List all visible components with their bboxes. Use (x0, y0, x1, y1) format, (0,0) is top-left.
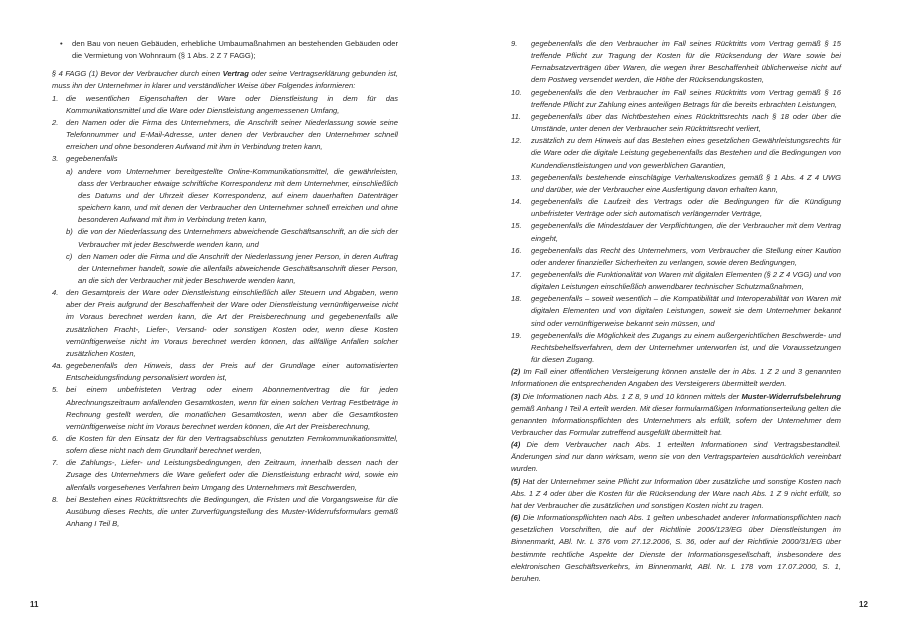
sub-list-item: b) die von der Niederlassung des Unternehmers abweichende Geschäftsanschrift, an die sich der Verbraucher mit jeder Beschwerde wenden kann, und (66, 227, 398, 249)
list-item: 4a. gegebenenfalls den Hinweis, dass der Preis auf der Grundlage einer automatisierten Entscheidungsfindung personalisiert worden ist, (52, 361, 398, 383)
bullet-item (52, 38, 398, 62)
list-item: 18. gegebenenfalls – soweit wesentlich – die Kompatibilität und Interoperabilität von Waren mit digitalen Elementen und von digitalen Leistungen, soweit sie dem Unternehmer bekannt sind oder vernünftigerweise bekannt sein müssen, und (511, 294, 841, 328)
list-item: 12. zusätzlich zu dem Hinweis auf das Bestehen eines gesetzlichen Gewährleistungsrechts für die Ware oder die digitale Leistung gegebenenfalls das Bestehen und die Bedingungen von Kundendienstleistungen und von gewerblichen Garantien, (511, 136, 841, 170)
list-item: 19. gegebenenfalls die Möglichkeit des Zugangs zu einem außergerichtlichen Beschwerde- und Rechtsbehelfsverfahren, dem der Unternehmer unterworfen ist, und die Voraussetzungen für diesen Zugang. (511, 330, 841, 365)
list-item: 11. gegebenenfalls über das Nichtbestehen eines Rücktrittsrechts nach § 18 oder über die Umstände, unter denen der Verbraucher sein Rücktrittsrecht verliert, (511, 111, 841, 134)
list-item: 16. gegebenenfalls das Recht des Unternehmers, vom Verbraucher die Stellung einer Kaution oder anderer finanzieller Sicherheiten zu verlangen, sowie deren Bedingungen, (511, 245, 841, 267)
list-item: 1. die wesentlichen Eigenschaften der Ware oder Dienstleistung in dem für das Kommunikationsmittel und die Ware oder Dienstleistung angemessenen Umfang, (52, 93, 398, 115)
paragraph-2: (2) Im Fall einer öffentlichen Versteigerung können anstelle der in Abs. 1 Z 2 und 3 genannten Informationen die entsprechenden Angaben des Versteigerers übermittelt werden. (511, 367, 841, 389)
list-item: 15. gegebenenfalls die Mindestdauer der Verpflichtungen, die der Verbraucher mit dem Vertrag eingeht, (511, 221, 841, 243)
left-page-text (52, 38, 398, 530)
right-page-text (511, 38, 841, 585)
bullet-text: den Bau von neuen Gebäuden, erhebliche Umbaumaßnahmen an bestehenden Gebäuden oder die Vermietung von Wohnraum (§ 1 Abs. 2 Z 7 FAGG); (72, 39, 398, 61)
section-heading: § 4 FAGG (1) (52, 69, 99, 79)
bullet-icon: • (60, 39, 63, 48)
list-item: 5. bei einem unbefristeten Vertrag oder einem Abonnementvertrag die für jeden Abrechnungszeitraum anfallenden Gesamtkosten, wenn für einen solchen Vertrag Festbeträge in Rechnung gestellt werden, die monatlichen Gesamtkosten, wenn aber die Gesamtkosten vernünftigerweise nicht im Voraus berechnet werden können, die Art der Preisberechnung, (52, 385, 398, 431)
list-item: 14. gegebenenfalls die Laufzeit des Vertrags oder die Bedingungen für die Kündigung unbefristeter Verträge oder sich automatisch verlängernder Verträge, (511, 197, 841, 219)
list-item: 2. den Namen oder die Firma des Unternehmers, die Anschrift seiner Niederlassung sowie seine Telefonnummer und E-Mail-Adresse, unter denen der Verbraucher den Unternehmer schnell erreichen und ohne besonderen Aufwand mit ihm in Verbindung treten kann, (52, 117, 398, 152)
paragraph-6: (6) Die Informationspflichten nach Abs. 1 gelten unbeschadet anderer Informationspflichten nach gesetzlichen Vorschriften, die auf der Richtlinie 2006/123/EG über Dienstleistungen im Binnenmarkt, ABl. Nr. L 376 vom 27.12.2006, S. 36, oder auf der Richtlinie 2000/31/EG über bestimmte rechtliche Aspekte der Dienste der Informationsgesellschaft, insbesondere des elektronischen Geschäftsverkehrs, im Binnenmarkt, ABl. Nr. L 178 vom 17.07.2000, S. 1, beruhen. (511, 513, 841, 583)
list-item: 10. gegebenenfalls die den Verbraucher im Fall seines Rücktritts vom Vertrag gemäß § 16 treffende Pflicht zur Zahlung eines anteiligen Betrags für die bereits erbrachten Leistungen, (511, 87, 841, 109)
page-number-left: 11 (30, 600, 39, 609)
paragraph-5: (5) Hat der Unternehmer seine Pflicht zur Information über zusätzliche und sonstige Kosten nach Abs. 1 Z 4 oder über die Kosten für die Rücksendung der Ware nach Abs. 1 Z 9 nicht erfüllt, so hat der Verbraucher die zusätzlichen und sonstigen Kosten nicht zu tragen. (511, 476, 841, 510)
list-item: 9. gegebenenfalls die den Verbraucher im Fall seines Rücktritts vom Vertrag gemäß § 15 treffende Pflicht zur Tragung der Kosten für die Rücksendung der Ware sowie bei Fernabsatzverträgen über Waren, die wegen ihrer Beschaffenheit üblicherweise nicht auf dem Postweg versendet werden, die Höhe der Rücksendungskosten, (511, 39, 841, 85)
paragraph-4: (4) Die dem Verbraucher nach Abs. 1 erteilten Informationen sind Vertragsbestandteil. Änderungen sind nur dann wirksam, wenn sie von den Vertragsparteien ausdrücklich vereinbart wurden. (511, 440, 841, 474)
list-item: 8. bei Bestehen eines Rücktrittsrechts die Bedingungen, die Fristen und die Vorgangsweise für die Ausübung dieses Rechts, die unter Zurverfügungstellung des Muster-Widerrufsformulars gemäß Anhang I Teil B, (52, 494, 398, 529)
list-item: 7. die Zahlungs-, Liefer- und Leistungsbedingungen, den Zeitraum, innerhalb dessen nach der Zusage des Unternehmers die Ware geliefert oder die Dienstleistung erbracht wird, sowie ein allenfalls vorgesehenes Verfahren beim Umgang des Unternehmers mit Beschwerden, (52, 458, 398, 492)
list-item: 4. den Gesamtpreis der Ware oder Dienstleistung einschließlich aller Steuern und Abgaben, wenn aber der Preis aufgrund der Beschaffenheit der Ware oder Dienstleistung vernünftigerweise nicht im Voraus berechnet werden kann, die Art der Preisberechnung und gegebenenfalls alle zusätzlichen Fracht-, Liefer-, Versand- oder sonstigen Kosten oder, wenn diese Kosten vernünftigerweise nicht im Voraus berechnet werden können, das allfällige Anfallen solcher zusätzlichen Kosten, (52, 288, 398, 358)
sub-list-item: c) den Namen oder die Firma und die Anschrift der Niederlassung jener Person, in deren Auftrag der Unternehmer handelt, sowie die allenfalls abweichende Geschäftsanschrift dieser Person, an die sich der Verbraucher mit jeder Beschwerde wenden kann, (66, 251, 398, 285)
paragraph-3: (3) Die Informationen nach Abs. 1 Z 8, 9 und 10 können mittels der Muster-Widerrufsbelehrung gemäß Anhang I Teil A erteilt werden. Mit dieser formularmäßigen Informationserteilung gelten die genannten Informationspflichten des Unternehmers als erfüllt, sofern der Unternehmer dem Verbraucher das Formular zutreffend ausgefüllt übermittelt hat. (511, 391, 841, 437)
section-4-intro: § 4 FAGG (1) Bevor der Verbraucher durch einen Vertrag oder seine Vertragserklärung gebunden ist, muss ihn der Unternehmer in klarer und verständlicher Weise über Folgendes informieren: (52, 69, 398, 91)
page-number-right: 12 (859, 600, 868, 609)
sub-list-item: a) andere vom Unternehmer bereitgestellte Online-Kommunikationsmittel, die gewährleisten, dass der Verbraucher etwaige schriftliche Korrespondenz mit dem Unternehmer, einschließlich des Datums und der Uhrzeit dieser Korrespondenz, auf einem dauerhaften Datenträger speichern kann, und mit denen der Verbraucher den Unternehmer schnell erreichen und ohne besonderen Aufwand mit ihm in Verbindung treten kann, (66, 166, 398, 225)
list-item: 17. gegebenenfalls die Funktionalität von Waren mit digitalen Elementen (§ 2 Z 4 VGG) und von digitalen Leistungen einschließlich anwendbarer technischer Schutzmaßnahmen, (511, 269, 841, 292)
list-item: 13. gegebenenfalls bestehende einschlägige Verhaltenskodizes gemäß § 1 Abs. 4 Z 4 UWG und darüber, wie der Verbraucher eine Ausfertigung davon erhalten kann, (511, 172, 841, 194)
list-item: 3. gegebenenfalls (52, 154, 118, 164)
list-item: 6. die Kosten für den Einsatz der für den Vertragsabschluss genutzten Fernkommunikationsmittel, sofern diese nicht nach dem Grundtarif berechnet werden, (52, 434, 398, 456)
